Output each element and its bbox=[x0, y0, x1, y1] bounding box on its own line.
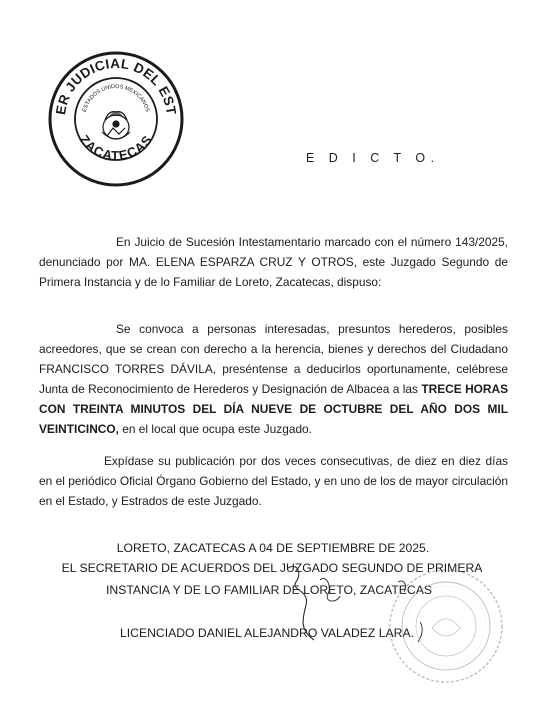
signer-name: LICENCIADO DANIEL ALEJANDRO VALADEZ LARA. bbox=[120, 626, 414, 640]
signer-role-line1: EL SECRETARIO DE ACUERDOS DEL JUZGADO SEGUNDO DE PRIMERA bbox=[61, 561, 483, 575]
hearing-datetime: TRECE HORAS CON TREINTA MINUTOS DEL DÍA NUEVE DE OCTUBRE DEL AÑO DOS MIL VEINTICINCO, bbox=[39, 382, 509, 437]
official-stamp bbox=[386, 566, 506, 686]
svg-text:ZACATECAS bbox=[77, 132, 156, 163]
eagle-emblem-icon bbox=[102, 112, 130, 139]
paragraph-intro bbox=[39, 232, 508, 292]
paragraph-intro-text: En Juicio de Sucesión Intestamentario marcado con el número 143/2025, denunciado por MA. ELENA ESPARZA CRUZ Y OTROS, este Juzgado Segundo de Primera Instancia y de lo Familiar de Loreto, Zacatecas, dispuso: bbox=[39, 235, 508, 290]
court-seal bbox=[47, 50, 185, 188]
paragraph-publication bbox=[39, 451, 508, 511]
document-title: E D I C T O. bbox=[306, 151, 440, 165]
signer-role-line2: INSTANCIA Y DE LO FAMILIAR DE LORETO, ZACATECAS bbox=[106, 583, 432, 597]
publication-text: Expídase su publicación por dos veces consecutivas, de diez en diez días en el periódico Oficial Órgano Gobierno del Estado, y en uno de los de mayor circulación en el Estado, y Estrados de este Juzgado. bbox=[39, 454, 508, 509]
paragraph-convocation bbox=[39, 319, 508, 440]
convocation-location: en el local que ocupa este Juzgado. bbox=[122, 422, 312, 437]
svg-text:ESTADOS UNIDOS MEXICANOS bbox=[82, 84, 150, 113]
seal-top-text: ER JUDICIAL DEL EST bbox=[53, 55, 179, 116]
seal-bottom-text: ZACATECAS bbox=[76, 132, 156, 164]
place-date: LORETO, ZACATECAS A 04 DE SEPTIEMBRE DE 2025. bbox=[116, 541, 430, 555]
convocation-text: Se convoca a personas interesadas, presuntos herederos, posibles acreedores, que se crean con derecho a la herencia, bienes y derechos del Ciudadano FRANCISCO TORRES DÁVILA, preséntense a deducirlos oportunamente, celébrese Junta de Reconocimiento de Herederos y Designación de Albacea a las bbox=[39, 322, 508, 397]
svg-text:PODER JUDICIAL DEL ESTADO bbox=[47, 50, 179, 116]
seal-inner-text: ESTADOS UNIDOS MEXICANOS bbox=[81, 83, 151, 113]
